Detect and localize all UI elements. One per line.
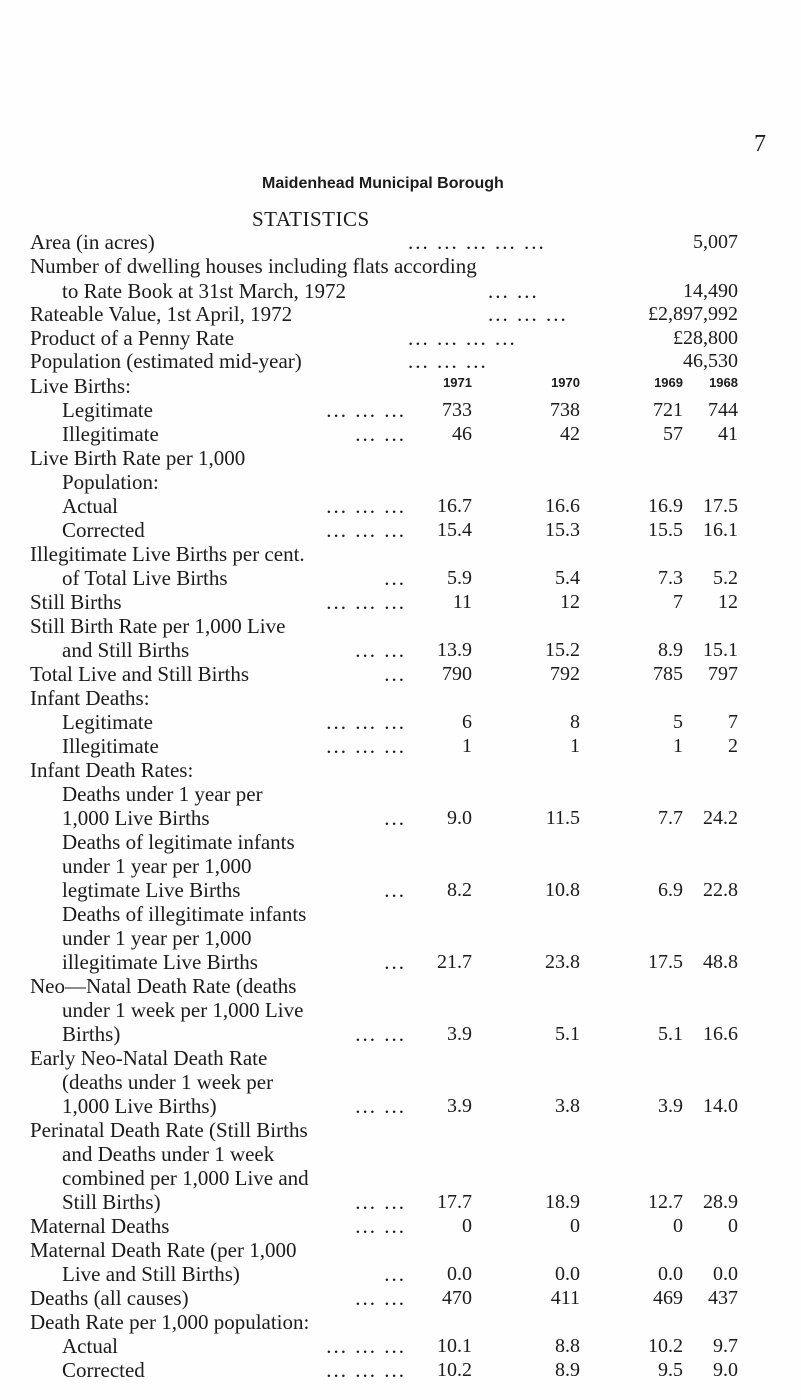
row-label: Live Birth Rate per 1,000 xyxy=(30,446,246,470)
year-column-header: 1969 xyxy=(654,375,683,390)
table-cell: 18.9 xyxy=(545,1191,580,1213)
table-cell: 6.9 xyxy=(658,879,683,901)
leader-dots: ... ... ... xyxy=(326,518,406,542)
table-cell: 46 xyxy=(452,423,472,445)
year-column-header: 1971 xyxy=(443,375,472,390)
table-cell: 5 xyxy=(673,711,683,733)
row-label: Actual xyxy=(62,494,118,518)
row-label: Legitimate xyxy=(62,710,153,734)
leader-dots: ... ... ... ... xyxy=(408,326,517,350)
table-cell: 7.7 xyxy=(658,807,683,829)
table-cell: 437 xyxy=(708,1287,738,1309)
leader-dots: ... ... ... xyxy=(326,710,406,734)
row-label: Live Births: xyxy=(30,374,131,398)
table-cell: 17.5 xyxy=(648,951,683,973)
leader-dots: ... ... ... ... ... xyxy=(408,230,546,254)
row-label: Maternal Deaths xyxy=(30,1214,170,1238)
leader-dots: ... ... ... xyxy=(326,398,406,422)
table-cell: 5.1 xyxy=(658,1023,683,1045)
row-label: under 1 year per 1,000 xyxy=(62,854,252,878)
table-cell: 8.2 xyxy=(447,879,472,901)
table-cell: 5.9 xyxy=(447,567,472,589)
row-label: illegitimate Live Births xyxy=(62,950,258,974)
row-label: Deaths of illegitimate infants xyxy=(62,902,307,926)
table-cell: 9.5 xyxy=(658,1359,683,1381)
year-column-header: 1968 xyxy=(709,375,738,390)
leader-dots: ... xyxy=(384,878,406,902)
row-label: under 1 week per 1,000 Live xyxy=(62,998,304,1022)
table-cell: 411 xyxy=(550,1287,580,1309)
table-cell: 12 xyxy=(718,591,738,613)
row-label: of Total Live Births xyxy=(62,566,228,590)
table-cell: 744 xyxy=(708,399,738,421)
row-label: (deaths under 1 week per xyxy=(62,1070,274,1094)
table-cell: 0 xyxy=(462,1215,472,1237)
table-cell: 17.5 xyxy=(703,495,738,517)
table-cell: 0.0 xyxy=(658,1263,683,1285)
row-label: Still Births) xyxy=(62,1190,161,1214)
summary-label: Product of a Penny Rate xyxy=(30,326,235,350)
leader-dots: ... ... xyxy=(355,1190,406,1214)
table-cell: 10.2 xyxy=(648,1335,683,1357)
leader-dots: ... ... xyxy=(355,422,406,446)
summary-label: to Rate Book at 31st March, 1972 xyxy=(62,279,347,303)
table-cell: 16.6 xyxy=(545,495,580,517)
row-label: Corrected xyxy=(62,1358,145,1382)
table-cell: 23.8 xyxy=(545,951,580,973)
leader-dots: ... ... ... xyxy=(326,1334,406,1358)
table-cell: 785 xyxy=(653,663,683,685)
table-cell: 2 xyxy=(728,735,738,757)
row-label: Total Live and Still Births xyxy=(30,662,250,686)
table-cell: 15.3 xyxy=(545,519,580,541)
summary-value: 14,490 xyxy=(683,280,738,302)
row-label: Death Rate per 1,000 population: xyxy=(30,1310,310,1334)
table-cell: 28.9 xyxy=(703,1191,738,1213)
table-cell: 15.4 xyxy=(437,519,472,541)
row-label: Infant Death Rates: xyxy=(30,758,194,782)
summary-label: Number of dwelling houses including flats according xyxy=(30,254,477,278)
row-label: 1,000 Live Births xyxy=(62,806,210,830)
table-cell: 16.7 xyxy=(437,495,472,517)
leader-dots: ... ... xyxy=(355,638,406,662)
row-label: legtimate Live Births xyxy=(62,878,241,902)
table-cell: 470 xyxy=(442,1287,472,1309)
row-label: Illegitimate xyxy=(62,734,159,758)
table-cell: 469 xyxy=(653,1287,683,1309)
leader-dots: ... ... xyxy=(355,1286,406,1310)
row-label: Deaths (all causes) xyxy=(30,1286,189,1310)
table-cell: 738 xyxy=(550,399,580,421)
summary-value: £28,800 xyxy=(673,327,738,349)
row-label: and Still Births xyxy=(62,638,190,662)
table-cell: 5.4 xyxy=(555,567,580,589)
table-cell: 1 xyxy=(462,735,472,757)
table-cell: 16.1 xyxy=(703,519,738,541)
table-cell: 0.0 xyxy=(447,1263,472,1285)
leader-dots: ... ... ... xyxy=(326,494,406,518)
table-cell: 48.8 xyxy=(703,951,738,973)
table-cell: 42 xyxy=(560,423,580,445)
table-cell: 15.1 xyxy=(703,639,738,661)
leader-dots: ... xyxy=(384,1262,406,1286)
table-cell: 5.1 xyxy=(555,1023,580,1045)
table-cell: 3.9 xyxy=(447,1095,472,1117)
row-label: Illegitimate Live Births per cent. xyxy=(30,542,305,566)
table-cell: 790 xyxy=(442,663,472,685)
row-label: Live and Still Births) xyxy=(62,1262,240,1286)
summary-value: 5,007 xyxy=(693,231,738,253)
document-title: STATISTICS xyxy=(252,207,370,231)
table-cell: 0 xyxy=(728,1215,738,1237)
row-label: Legitimate xyxy=(62,398,153,422)
row-label: Perinatal Death Rate (Still Births xyxy=(30,1118,308,1142)
leader-dots: ... ... ... xyxy=(326,734,406,758)
row-label: Actual xyxy=(62,1334,118,1358)
leader-dots: ... ... ... xyxy=(326,590,406,614)
leader-dots: ... ... xyxy=(355,1022,406,1046)
table-cell: 11 xyxy=(452,591,472,613)
table-cell: 8.9 xyxy=(555,1359,580,1381)
table-cell: 21.7 xyxy=(437,951,472,973)
leader-dots: ... ... ... xyxy=(408,349,488,373)
table-cell: 7 xyxy=(673,591,683,613)
row-label: Still Birth Rate per 1,000 Live xyxy=(30,614,286,638)
table-cell: 8 xyxy=(570,711,580,733)
table-cell: 733 xyxy=(442,399,472,421)
table-cell: 10.1 xyxy=(437,1335,472,1357)
leader-dots: ... xyxy=(384,950,406,974)
row-label: Still Births xyxy=(30,590,122,614)
table-cell: 24.2 xyxy=(703,807,738,829)
table-cell: 3.9 xyxy=(658,1095,683,1117)
table-cell: 17.7 xyxy=(437,1191,472,1213)
year-column-header: 1970 xyxy=(551,375,580,390)
table-cell: 13.9 xyxy=(437,639,472,661)
document-heading: Maidenhead Municipal Borough xyxy=(262,175,504,192)
table-cell: 14.0 xyxy=(703,1095,738,1117)
table-cell: 9.0 xyxy=(447,807,472,829)
row-label: under 1 year per 1,000 xyxy=(62,926,252,950)
row-label: Corrected xyxy=(62,518,145,542)
table-cell: 7.3 xyxy=(658,567,683,589)
table-cell: 0 xyxy=(673,1215,683,1237)
table-cell: 792 xyxy=(550,663,580,685)
row-label: Early Neo-Natal Death Rate xyxy=(30,1046,268,1070)
table-cell: 797 xyxy=(708,663,738,685)
table-cell: 3.8 xyxy=(555,1095,580,1117)
table-cell: 12 xyxy=(560,591,580,613)
row-label: Deaths of legitimate infants xyxy=(62,830,295,854)
table-cell: 12.7 xyxy=(648,1191,683,1213)
table-cell: 6 xyxy=(462,711,472,733)
table-cell: 57 xyxy=(663,423,683,445)
table-cell: 9.0 xyxy=(713,1359,738,1381)
row-label: 1,000 Live Births) xyxy=(62,1094,217,1118)
row-label: Deaths under 1 year per xyxy=(62,782,263,806)
table-cell: 0 xyxy=(570,1215,580,1237)
table-cell: 10.2 xyxy=(437,1359,472,1381)
summary-label: Rateable Value, 1st April, 1972 xyxy=(30,302,293,326)
table-cell: 15.2 xyxy=(545,639,580,661)
row-label: Maternal Death Rate (per 1,000 xyxy=(30,1238,297,1262)
leader-dots: ... ... xyxy=(355,1094,406,1118)
table-cell: 7 xyxy=(728,711,738,733)
table-cell: 11.5 xyxy=(545,807,580,829)
table-cell: 721 xyxy=(653,399,683,421)
table-cell: 8.8 xyxy=(555,1335,580,1357)
table-cell: 0.0 xyxy=(713,1263,738,1285)
summary-value: 46,530 xyxy=(683,350,738,372)
table-cell: 0.0 xyxy=(555,1263,580,1285)
summary-label: Population (estimated mid-year) xyxy=(30,349,302,373)
leader-dots: ... xyxy=(384,806,406,830)
table-cell: 41 xyxy=(718,423,738,445)
leader-dots: ... xyxy=(384,662,406,686)
leader-dots: ... xyxy=(384,566,406,590)
table-cell: 8.9 xyxy=(658,639,683,661)
summary-label: Area (in acres) xyxy=(30,230,155,254)
leader-dots: ... ... ... xyxy=(326,1358,406,1382)
table-cell: 22.8 xyxy=(703,879,738,901)
table-cell: 16.6 xyxy=(703,1023,738,1045)
row-label: Infant Deaths: xyxy=(30,686,150,710)
table-cell: 16.9 xyxy=(648,495,683,517)
table-cell: 3.9 xyxy=(447,1023,472,1045)
row-label: and Deaths under 1 week xyxy=(62,1142,275,1166)
table-cell: 1 xyxy=(673,735,683,757)
leader-dots: ... ... xyxy=(488,279,539,303)
table-cell: 1 xyxy=(570,735,580,757)
leader-dots: ... ... xyxy=(355,1214,406,1238)
table-cell: 15.5 xyxy=(648,519,683,541)
page-number: 7 xyxy=(754,131,766,157)
leader-dots: ... ... ... xyxy=(488,302,568,326)
row-label: Illegitimate xyxy=(62,422,159,446)
row-label: Population: xyxy=(62,470,159,494)
summary-value: £2,897,992 xyxy=(648,303,738,325)
row-label: Neo—Natal Death Rate (deaths xyxy=(30,974,297,998)
table-cell: 10.8 xyxy=(545,879,580,901)
row-label: combined per 1,000 Live and xyxy=(62,1166,309,1190)
row-label: Births) xyxy=(62,1022,121,1046)
table-cell: 5.2 xyxy=(713,567,738,589)
table-cell: 9.7 xyxy=(713,1335,738,1357)
